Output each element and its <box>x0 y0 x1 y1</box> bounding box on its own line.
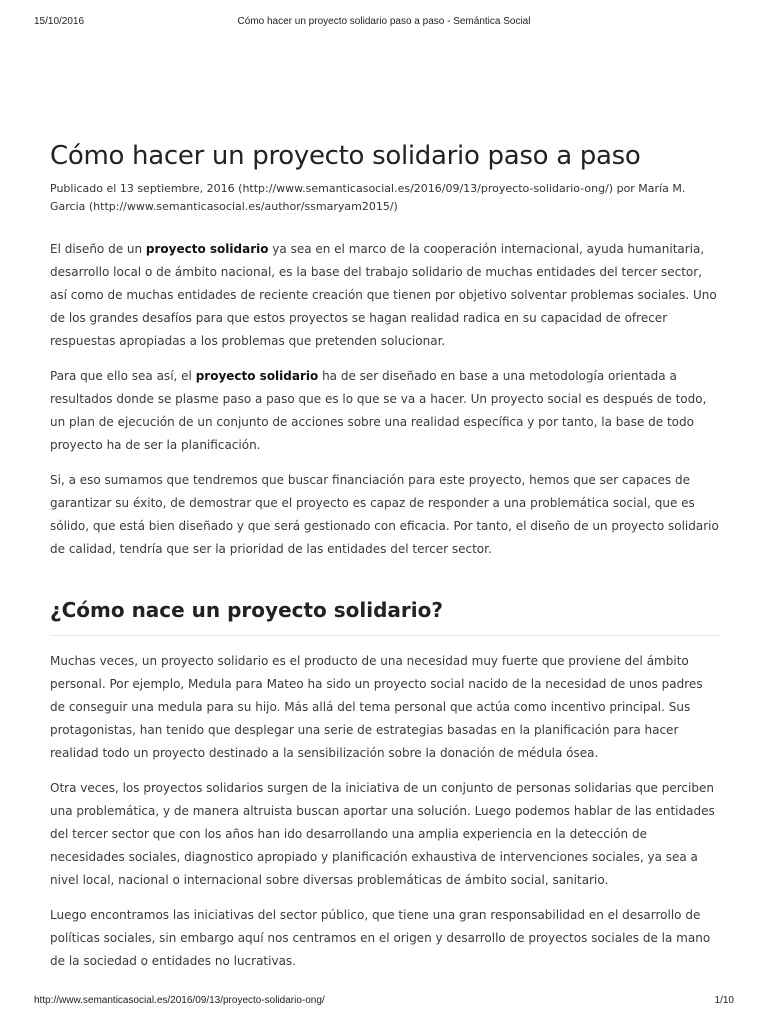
paragraph-text: ha de ser diseñado en base a una metodología orientada a resultados donde se plasme paso a paso que es lo que se va a hacer. Un proyecto social es después de todo, un plan de ejecución de un conjunto de acciones sobre una realidad específica y por tanto, la base de todo proyecto ha de ser la planificación. <box>50 369 707 452</box>
keyword-bold: proyecto solidario <box>145 242 269 256</box>
section-heading: ¿Cómo nace un proyecto solidario? <box>50 595 720 636</box>
paragraph <box>50 238 720 353</box>
paragraph-text: Para que ello sea así, el <box>50 369 196 383</box>
article-byline: Publicado el 13 septiembre, 2016 (http://www.semanticasocial.es/2016/09/13/proyecto-solidario-ong/) por María M. Garcia (http://www.semanticasocial.es/author/ssmaryam2015/) <box>50 182 686 213</box>
keyword-bold: proyecto solidario <box>195 369 319 383</box>
paragraph: Si, a eso sumamos que tendremos que buscar financiación para este proyecto, hemos que ser capaces de garantizar su éxito, de demostrar que el proyecto es capaz de responder a una problemática social, que es sólido, que está bien diseñado y que será gestionado con eficacia. Por tanto, el diseño de un proyecto solidario de calidad, tendría que ser la prioridad de las entidades del tercer sector. <box>50 473 719 556</box>
article <box>50 136 720 985</box>
paragraph: Muchas veces, un proyecto solidario es el producto de una necesidad muy fuerte que proviene del ámbito personal. Por ejemplo, Medula para Mateo ha sido un proyecto social nacido de la necesidad de unos padres de conseguir una medula para su hijo. Más allá del tema personal que actúa como incentivo principal. Sus protagonistas, han tenido que desplegar una serie de estrategias basadas en la planificación para hacer realidad todo un proyecto destinado a la sensibilización sobre la donación de médula ósea. <box>50 654 703 760</box>
print-date: 15/10/2016 <box>34 16 85 27</box>
article-title: Cómo hacer un proyecto solidario paso a paso <box>50 141 641 171</box>
paragraph-text: ya sea en el marco de la cooperación internacional, ayuda humanitaria, desarrollo local o de ámbito nacional, es la base del trabajo solidario de muchas entidades del tercer sector, así como de muchas entidades de reciente creación que tienen por objetivo solventar problemas sociales. Uno de los grandes desafíos para que estos proyectos se hagan realidad radica en su capacidad de ofrecer respuestas apropiadas a los problemas que pretenden solucionar. <box>50 242 717 348</box>
print-url: http://www.semanticasocial.es/2016/09/13/proyecto-solidario-ong/ <box>34 995 325 1006</box>
paragraph <box>50 365 720 457</box>
paragraph: Otra veces, los proyectos solidarios surgen de la iniciativa de un conjunto de personas solidarias que perciben una problemática, y de manera altruista buscan aportar una solución. Luego podemos hablar de las entidades del tercer sector que con los años han ido desarrollando una amplia experiencia en la detección de necesidades sociales, diagnostico apropiado y planificación exhaustiva de intervenciones sociales, ya sea a nivel local, nacional o internacional sobre diversas problemáticas de ámbito social, sanitario. <box>50 781 715 887</box>
paragraph: Luego encontramos las iniciativas del sector público, que tiene una gran responsabilidad en el desarrollo de políticas sociales, sin embargo aquí nos centramos en el origen y desarrollo de proyectos sociales de la mano de la sociedad o entidades no lucrativas. <box>50 908 711 968</box>
paragraph-text: El diseño de un <box>50 242 146 256</box>
section-body <box>50 650 720 973</box>
page-number: 1/10 <box>714 995 734 1006</box>
print-footer <box>0 995 768 1009</box>
print-header <box>0 16 768 30</box>
print-page-title: Cómo hacer un proyecto solidario paso a paso - Semántica Social <box>237 16 531 27</box>
